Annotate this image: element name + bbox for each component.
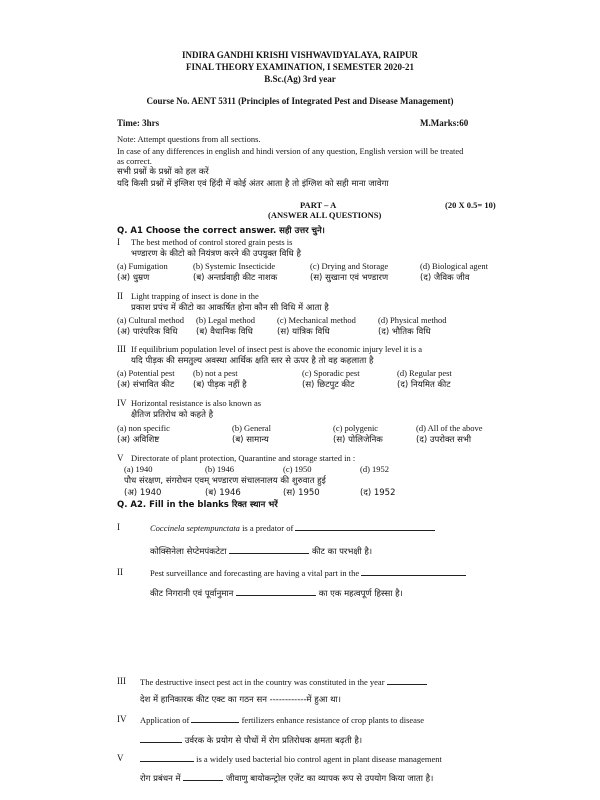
q5-text-hindi: पौध संरक्षण, संगरोधन एवम् भण्डारण संचालनालय की शुरुवात हुई [124,476,326,486]
q2-option-c: (c) Mechanical method [277,315,356,325]
q2-option-b: (b) Legal method [196,315,256,325]
part-a-marks: (20 X 0.5= 10) [445,200,496,210]
fill4-text-hindi [140,734,362,746]
q5-option-b: (b) 1946 [205,464,235,474]
q4-text-hindi: क्षैतिज प्रतिरोध को कहते है [131,410,214,420]
fill4-text-post: fertilizers enhance resistance of crop plants to disease [241,715,425,725]
q1-text-hindi: भण्डारण के कीटो को नियंत्रण करने की उपयुक्त विधि है [131,249,302,259]
q5-text: Directorate of plant protection, Quarantine and storage started in : [131,453,356,463]
q3-option-d-hindi: (द) नियमित कीट [397,380,451,390]
q2-option-a: (a) Cultural method [117,315,185,325]
fill4-blank-hindi[interactable] [140,734,182,743]
fill1-text [150,522,435,533]
fill2-blank-hindi[interactable] [236,587,316,596]
note-line-1: Note: Attempt questions from all sections. [117,134,261,144]
fill2-text-hindi [150,587,403,599]
qa1-heading: Q. A1 Choose the correct answer. सही उत्तर चुने। [117,226,325,236]
fill4-hindi-post: उर्वरक के प्रयोग से पौधों में रोग प्रतिरोधक क्षमता बढ़ती है। [184,736,363,746]
q2-text: Light trapping of insect is done in the [131,291,259,301]
note-line-2: In case of any differences in english and hindi version of any question, English version will be treated [117,146,464,156]
exam-title: FINAL THEORY EXAMINATION, I SEMESTER 2020-21 [185,62,415,72]
q3-option-c: (c) Sporadic pest [302,368,360,378]
fill4-text [140,714,424,725]
fill1-text-rest: is a predator of [239,523,294,533]
fill2-hindi-post: का एक महत्वपूर्ण हिस्सा है। [318,589,403,599]
q4-option-c-hindi: (स) पोलिजेनिक [333,435,383,445]
part-a-title: PART – A [300,200,337,210]
note-hindi-2: यदि किसी प्रश्नों में इंग्लिश एवं हिंदी में कोई अंतर आता है तो इंग्लिश को सही माना जावेगा [117,179,389,189]
fill5-text-hindi [140,772,433,784]
q4-option-c: (c) polygenic [333,423,379,433]
fill5-blank[interactable] [140,753,194,762]
time-label: Time: 3hrs [117,118,160,128]
part-a-subtitle: (ANSWER ALL QUESTIONS) [268,210,382,220]
q2-option-a-hindi: (अ) पारंपरिक विधि [117,327,178,337]
fill2-text-pre: Pest surveillance and forecasting are having a vital part in the [150,568,360,578]
q1-option-c-hindi: (स) सुखाना एवं भण्डारण [310,273,389,283]
fill4-blank[interactable] [191,714,239,723]
fill2-number: II [117,567,123,577]
q3-option-a-hindi: (अ) संभावित कीट [117,380,175,390]
q3-number: III [117,344,126,354]
q1-option-b-hindi: (ब) अन्तर्प्रवाही कीट नाशक [193,273,278,283]
q5-option-c-hindi: (स) 1950 [283,488,320,498]
fill3-blank[interactable] [387,676,427,685]
q3-text: If equilibrium population level of insect pest is above the economic injury level it is a [131,344,423,354]
q3-option-b: (b) not a pest [193,368,238,378]
fill5-text [140,753,442,764]
fill4-text-pre: Application of [140,715,190,725]
note-line-3: as correct. [117,156,152,166]
marks-label: M.Marks:60 [420,118,469,128]
fill3-text [140,676,427,687]
q1-option-b: (b) Systemic Insecticide [193,261,276,271]
fill1-hindi-post: कीट का परभक्षी है। [311,547,373,557]
fill1-number: I [117,522,120,532]
q1-option-c: (c) Drying and Storage [310,261,389,271]
q5-option-c: (c) 1950 [283,464,312,474]
q3-option-d: (d) Regular pest [397,368,452,378]
q2-number: II [117,291,123,301]
fill5-hindi-pre: रोग प्रबंधन में [140,774,181,784]
fill1-hindi-pre: कोक्सिनेला सेप्टेमपंकटेटा [150,547,227,557]
fill2-blank[interactable] [361,567,466,576]
q1-number: I [117,237,120,247]
q1-option-d-hindi: (द) जैविक जीव [420,273,470,283]
q5-option-a: (a) 1940 [124,464,153,474]
q1-option-a: (a) Fumigation [117,261,168,271]
q2-text-hindi: प्रकाश प्रपंच में कीटो का आकर्षित होना कौन सी विधि में आता है [131,303,329,313]
note-hindi-1: सभी प्रश्नों के प्रश्नों को हल करें [117,167,209,177]
q4-option-a-hindi: (अ) अविशिष्ट [117,435,160,445]
fill1-text-hindi [150,545,372,557]
fill2-text [150,567,466,578]
q4-option-d: (d) All of the above [416,423,483,433]
q4-text: Horizontal resistance is also known as [131,398,262,408]
q3-option-c-hindi: (स) छिटपुट कीट [302,380,355,390]
fill1-species-name: Coccinela septempunctata [150,523,240,533]
fill5-hindi-post: जीवाणु बायोकन्ट्रोल एजेंट का व्यापक रूप से उपयोग किया जाता है। [226,774,434,784]
fill2-hindi-pre: कीट निगरानी एवं पूर्वानुमान [150,589,234,599]
university-title: INDIRA GANDHI KRISHI VISHWAVIDYALAYA, RAIPUR [182,50,418,60]
q4-option-b-hindi: (ब) सामान्य [232,435,269,445]
qa2-heading: Q. A2. Fill in the blanks रिक्त स्थान भरें [117,500,278,510]
q2-option-b-hindi: (ब) वैधानिक विधि [196,327,253,337]
q2-option-c-hindi: (स) यांत्रिक विधि [277,327,330,337]
fill4-number: IV [117,714,127,724]
q3-option-b-hindi: (ब) पीड़क नहीं है [193,380,247,390]
fill3-text-pre: The destructive insect pest act in the country was constituted in the year [140,677,385,687]
fill5-blank-hindi[interactable] [183,772,223,781]
q3-option-a: (a) Potential pest [117,368,175,378]
course-title: Course No. AENT 5311 (Principles of Integrated Pest and Disease Management) [146,96,454,106]
q2-option-d: (d) Physical method [378,315,447,325]
fill3-number: III [117,676,126,686]
q1-option-a-hindi: (अ) धुम्रण [117,273,150,283]
q4-option-a: (a) non specific [117,423,170,433]
q5-option-b-hindi: (ब) 1946 [205,488,241,498]
q1-text: The best method of control stored grain pests is [131,237,293,247]
fill5-number: V [117,753,124,763]
q5-option-a-hindi: (अ) 1940 [124,488,162,498]
q2-option-d-hindi: (द) भौतिक विधि [378,327,431,337]
q4-option-b: (b) General [232,423,271,433]
fill5-text-post: is a widely used bacterial bio control agent in plant disease management [196,754,442,764]
q5-option-d-hindi: (द) 1952 [360,488,396,498]
fill1-blank[interactable] [295,522,435,531]
q5-number: V [117,453,124,463]
q5-option-d: (d) 1952 [360,464,390,474]
q3-text-hindi: यदि पीड़क की समतुल्य अवस्था आर्थिक क्षति स्तर से ऊपर है तो वह कहलाता है [131,356,374,366]
q1-option-d: (d) Biological agent [420,261,488,271]
q4-option-d-hindi: (द) उपरोक्त सभी [416,435,472,445]
fill1-blank-hindi[interactable] [229,545,309,554]
q4-number: IV [117,398,127,408]
fill3-text-hindi: देश में हानिकारक कीट एक्ट का गठन सन ------------में हुआ था। [140,695,341,705]
program-title: B.Sc.(Ag) 3rd year [264,74,336,84]
